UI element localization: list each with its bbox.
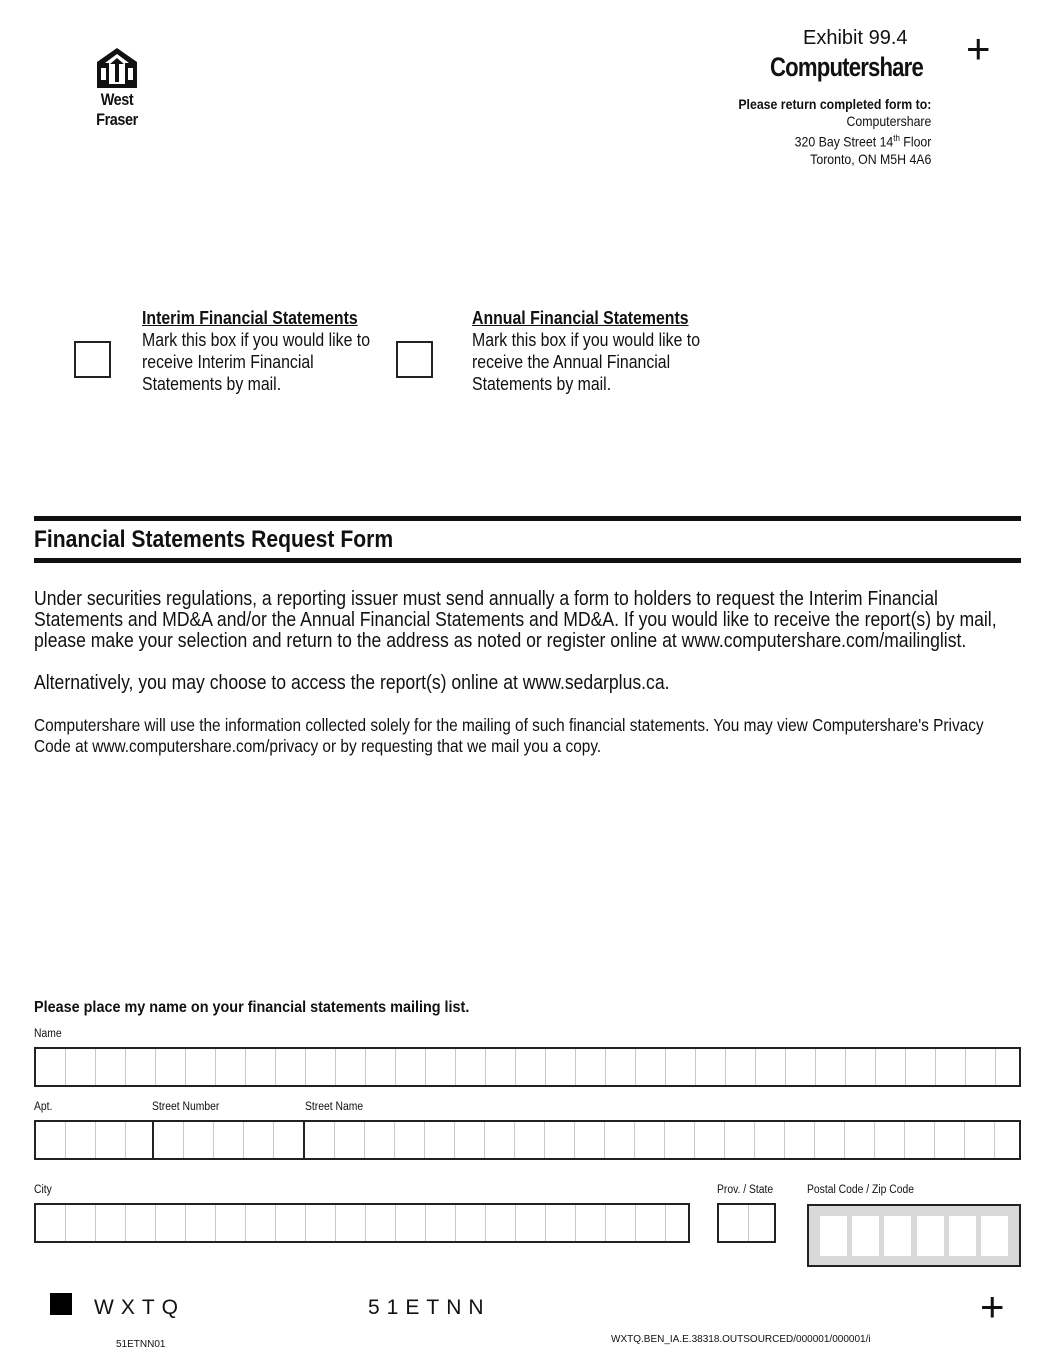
city-label: City	[34, 1184, 52, 1196]
postal-code-field[interactable]	[807, 1204, 1021, 1267]
prov-state-label: Prov. / State	[717, 1184, 774, 1196]
registration-square-icon	[50, 1293, 72, 1315]
code-left: WXTQ	[94, 1296, 185, 1319]
online-access-paragraph: Alternatively, you may choose to access the report(s) online at www.sedarplus.ca.	[34, 672, 670, 694]
code-center: 51ETNN	[368, 1296, 491, 1319]
west-fraser-logo	[72, 48, 162, 130]
name-label: Name	[34, 1028, 62, 1040]
annual-statements-checkbox[interactable]	[396, 341, 433, 378]
exhibit-label: Exhibit 99.4	[803, 27, 908, 49]
return-city: Toronto, ON M5H 4A6	[809, 150, 931, 167]
privacy-paragraph: Computershare will use the information collected solely for the mailing of such financial statements. You may view Computershare's Privacy Code at www.computershare.com/privacy or by requesting that we mail you a copy.	[34, 715, 984, 756]
postal-code-label: Postal Code / Zip Code	[807, 1184, 915, 1196]
city-field[interactable]	[34, 1203, 690, 1243]
return-name: Computershare	[846, 113, 931, 129]
west-fraser-logo-text: West Fraser	[96, 90, 138, 129]
mailing-list-heading: Please place my name on your financial statements mailing list.	[34, 999, 470, 1016]
interim-statements-title: Interim Financial Statements	[142, 308, 358, 328]
west-fraser-tree-icon	[93, 48, 141, 88]
code-small: 51ETNN01	[116, 1339, 166, 1350]
annual-statements-option	[472, 307, 701, 395]
apt-field[interactable]	[34, 1120, 154, 1160]
code-reference: WXTQ.BEN_IA.E.38318.OUTSOURCED/000001/000001/i	[611, 1334, 871, 1345]
interim-statements-text: Mark this box if you would like to receive Interim Financial Statements by mail.	[142, 330, 371, 394]
street-number-label: Street Number	[152, 1101, 220, 1113]
street-name-field[interactable]	[303, 1120, 1021, 1160]
return-heading: Please return completed form to:	[737, 96, 931, 112]
name-field[interactable]	[34, 1047, 1021, 1087]
annual-statements-title: Annual Financial Statements	[472, 308, 689, 328]
return-address	[738, 96, 931, 168]
street-name-label: Street Name	[305, 1101, 364, 1113]
form-title: Financial Statements Request Form	[34, 526, 394, 553]
registration-mark-icon: +	[980, 1283, 1005, 1330]
interim-statements-checkbox[interactable]	[74, 341, 111, 378]
street-number-field[interactable]	[152, 1120, 305, 1160]
computershare-logo: Computershare	[770, 52, 923, 82]
prov-state-field[interactable]	[717, 1203, 776, 1243]
registration-mark-icon: +	[966, 25, 991, 72]
title-rule-top	[34, 516, 1021, 521]
intro-paragraph: Under securities regulations, a reporting issuer must send annually a form to holders to request the Interim Financial Statements and MD&A and/or the Annual Financial Statements and MD&A. If you would like to receive the report(s) by mail, please make your selection and return to the address as noted or register online at www.computershare.com/mailinglist.	[34, 588, 997, 652]
return-street: 320 Bay Street 14th Floor	[794, 133, 931, 150]
annual-statements-text: Mark this box if you would like to receive the Annual Financial Statements by mail.	[472, 330, 701, 394]
interim-statements-option	[142, 307, 371, 395]
apt-label: Apt.	[34, 1101, 53, 1113]
title-rule-bottom	[34, 558, 1021, 563]
